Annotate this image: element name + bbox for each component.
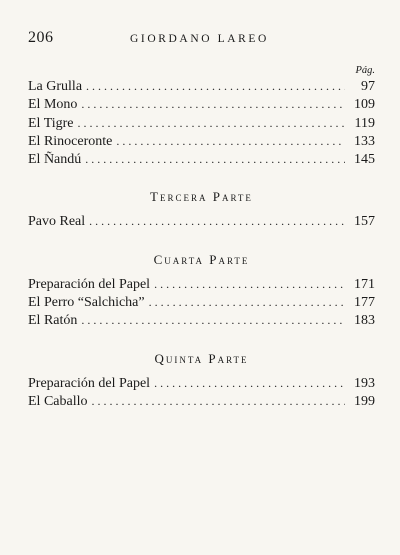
toc-entry-title: El Mono: [28, 97, 78, 113]
toc-entry-page: 157: [354, 214, 375, 230]
toc-entry: [28, 293, 375, 311]
toc-entry-title: El Ñandú: [28, 152, 82, 168]
dot-leader: [85, 150, 345, 168]
toc-entry-page: 119: [354, 115, 375, 131]
toc-entry-title: Preparación del Papel: [28, 276, 151, 292]
dot-leader: [78, 114, 345, 132]
toc-entry: [28, 212, 375, 230]
toc-entry-title: La Grulla: [28, 79, 83, 94]
page-number: 206: [28, 29, 54, 46]
toc-entry-page: 183: [354, 313, 375, 329]
toc-entry: [28, 311, 375, 329]
dot-leader: [86, 77, 345, 95]
dot-leader: [154, 374, 345, 392]
toc-entry-page: 97: [361, 79, 375, 94]
spacer: [28, 168, 375, 187]
toc-entry: [28, 114, 375, 132]
dot-leader: [149, 293, 345, 311]
dot-leader: [81, 311, 345, 329]
toc-entry: [28, 275, 375, 293]
toc-entry-page: 177: [354, 295, 375, 311]
toc-entry: [28, 77, 375, 95]
section-heading: Quinta Parte: [154, 350, 249, 366]
spacer: [28, 330, 375, 349]
toc-entry-title: Preparación del Papel: [28, 375, 151, 391]
dot-leader: [92, 392, 346, 410]
section-heading: Tercera Parte: [150, 189, 253, 205]
toc-entry-title: Pavo Real: [28, 214, 86, 230]
toc-entry-title: El Caballo: [28, 393, 88, 409]
spacer: [28, 231, 375, 250]
toc-entry-page: 193: [354, 375, 375, 391]
table-of-contents: [28, 77, 375, 410]
toc-entry: [28, 132, 375, 150]
toc-entry: [28, 95, 375, 113]
dot-leader: [89, 212, 345, 230]
toc-entry: [28, 392, 375, 410]
toc-entry-page: 145: [354, 152, 375, 168]
dot-leader: [81, 95, 345, 113]
dot-leader: [116, 132, 345, 150]
section-heading: Cuarta Parte: [153, 251, 250, 267]
toc-entry-page: 199: [354, 393, 375, 409]
dot-leader: [154, 275, 345, 293]
toc-entry: [28, 374, 375, 392]
toc-entry-title: El Rinoceronte: [28, 133, 113, 149]
toc-entry: [28, 150, 375, 168]
toc-entry-title: El Ratón: [28, 313, 78, 329]
toc-entry-page: 109: [354, 97, 375, 113]
page-column-label: Pág.: [355, 65, 375, 76]
toc-entry-page: 133: [354, 133, 375, 149]
toc-entry-page: 171: [354, 276, 375, 292]
toc-entry-title: El Perro “Salchicha”: [28, 295, 145, 311]
toc-entry-title: El Tigre: [28, 115, 74, 131]
running-head: GIORDANO LAREO: [130, 33, 269, 45]
